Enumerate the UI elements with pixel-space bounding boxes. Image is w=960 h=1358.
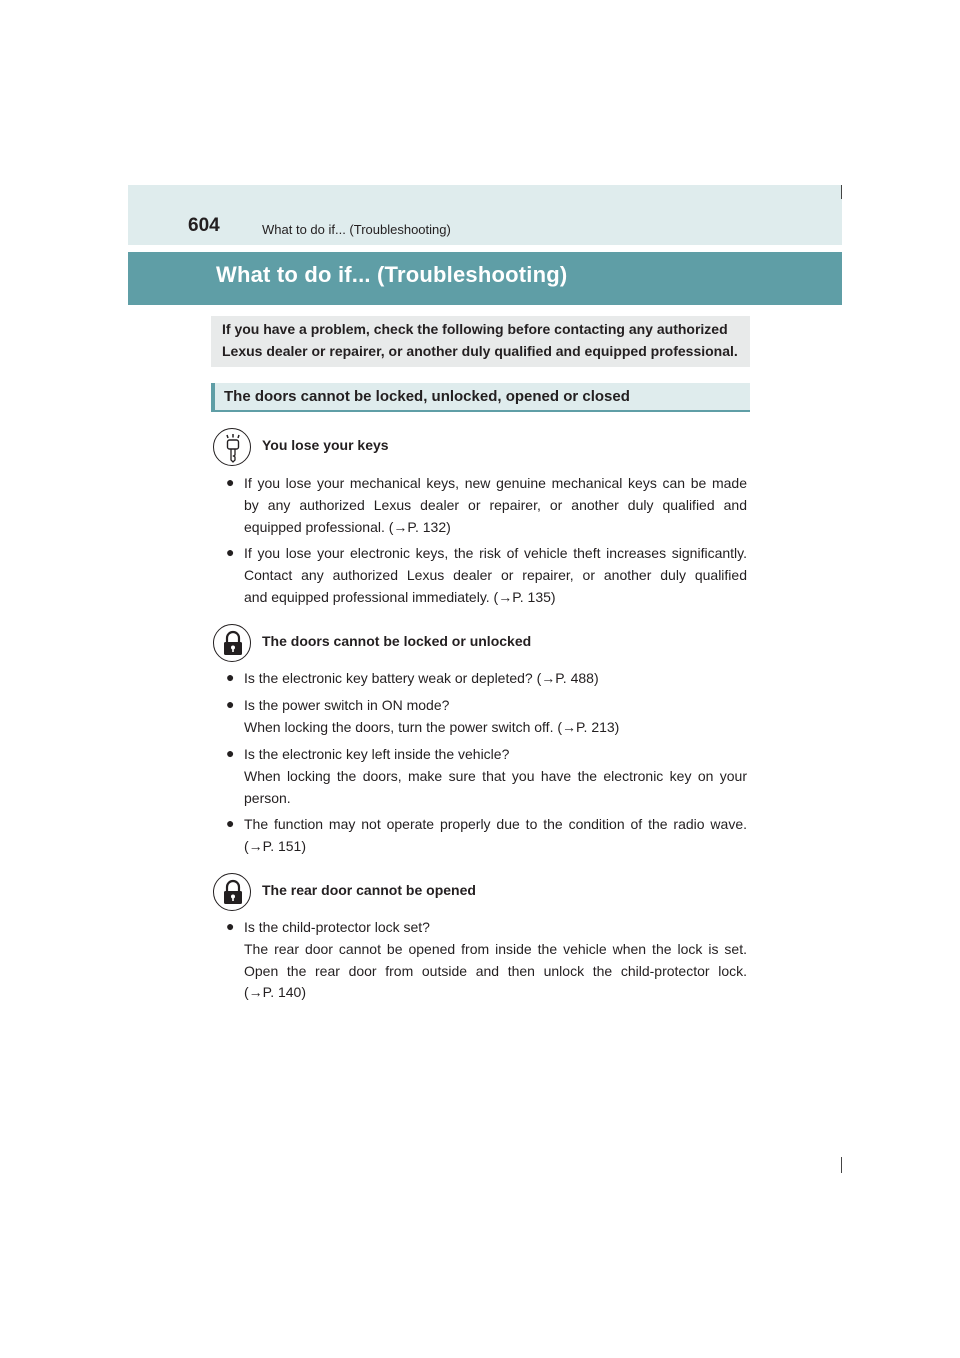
bullet: ●	[226, 745, 235, 761]
list-item	[244, 473, 747, 538]
list-item-line: Is the electronic key battery weak or depleted? (→P. 488)	[244, 670, 599, 686]
list-item-line: The function may not operate properly due to the condition of the radio wave.	[244, 816, 747, 832]
bullet: ●	[226, 918, 235, 934]
list-item-line: and equipped professional immediately. (→P. 135)	[244, 588, 556, 605]
subsection-heading: The rear door cannot be opened	[262, 882, 476, 898]
list-item-line: Contact any authorized Lexus dealer or repairer, or another duly qualified	[244, 566, 747, 583]
list-item	[244, 668, 747, 690]
running-title: What to do if... (Troubleshooting)	[262, 222, 451, 237]
list-item-line: When locking the doors, turn the power switch off. (→P. 213)	[244, 718, 620, 735]
list-item-line: If you lose your mechanical keys, new genuine mechanical keys can be made	[244, 475, 747, 491]
list-item-line: Open the rear door from outside and then unlock the child-protector lock.	[244, 962, 747, 979]
list-item-line: by any authorized Lexus dealer or repairer, or another duly qualified and	[244, 496, 747, 513]
intro-line: Lexus dealer or repairer, or another duly qualified and equipped professional.	[222, 343, 738, 359]
padlock-icon	[213, 624, 251, 662]
bullet: ●	[226, 696, 235, 712]
running-header-band	[128, 185, 842, 245]
list-item	[244, 814, 747, 858]
list-item-line: equipped professional. (→P. 132)	[244, 518, 451, 535]
list-item	[244, 744, 747, 809]
bullet: ●	[226, 815, 235, 831]
bullet: ●	[226, 669, 235, 685]
list-item-line: Is the electronic key left inside the vehicle?	[244, 746, 510, 762]
list-item-line: If you lose your electronic keys, the risk of vehicle theft increases significantly.	[244, 545, 747, 561]
subsection-heading: The doors cannot be locked or unlocked	[262, 633, 532, 649]
list-item-line: (→P. 140)	[244, 984, 306, 1001]
bullet: ●	[226, 474, 235, 490]
list-item	[244, 695, 747, 739]
list-item-line: Is the child-protector lock set?	[244, 919, 430, 935]
padlock-icon	[213, 873, 251, 911]
list-item-line: Is the power switch in ON mode?	[244, 697, 450, 713]
bullet: ●	[226, 544, 235, 560]
intro-line: If you have a problem, check the following before contacting any authorized	[222, 321, 728, 337]
crop-mark	[841, 1157, 842, 1173]
crop-mark	[841, 185, 842, 199]
intro-text	[222, 318, 747, 362]
list-item-line: person.	[244, 789, 291, 806]
list-item	[244, 917, 747, 1004]
page-number: 604	[188, 215, 220, 236]
page-title: What to do if... (Troubleshooting)	[216, 262, 568, 287]
section-heading: The doors cannot be locked, unlocked, opened or closed	[224, 388, 630, 405]
list-item-line: (→P. 151)	[244, 837, 306, 854]
list-item	[244, 543, 747, 608]
subsection-heading: You lose your keys	[262, 437, 389, 453]
list-item-line: When locking the doors, make sure that you have the electronic key on your	[244, 767, 747, 784]
list-item-line: The rear door cannot be opened from inside the vehicle when the lock is set.	[244, 940, 747, 957]
key-icon	[213, 428, 251, 466]
